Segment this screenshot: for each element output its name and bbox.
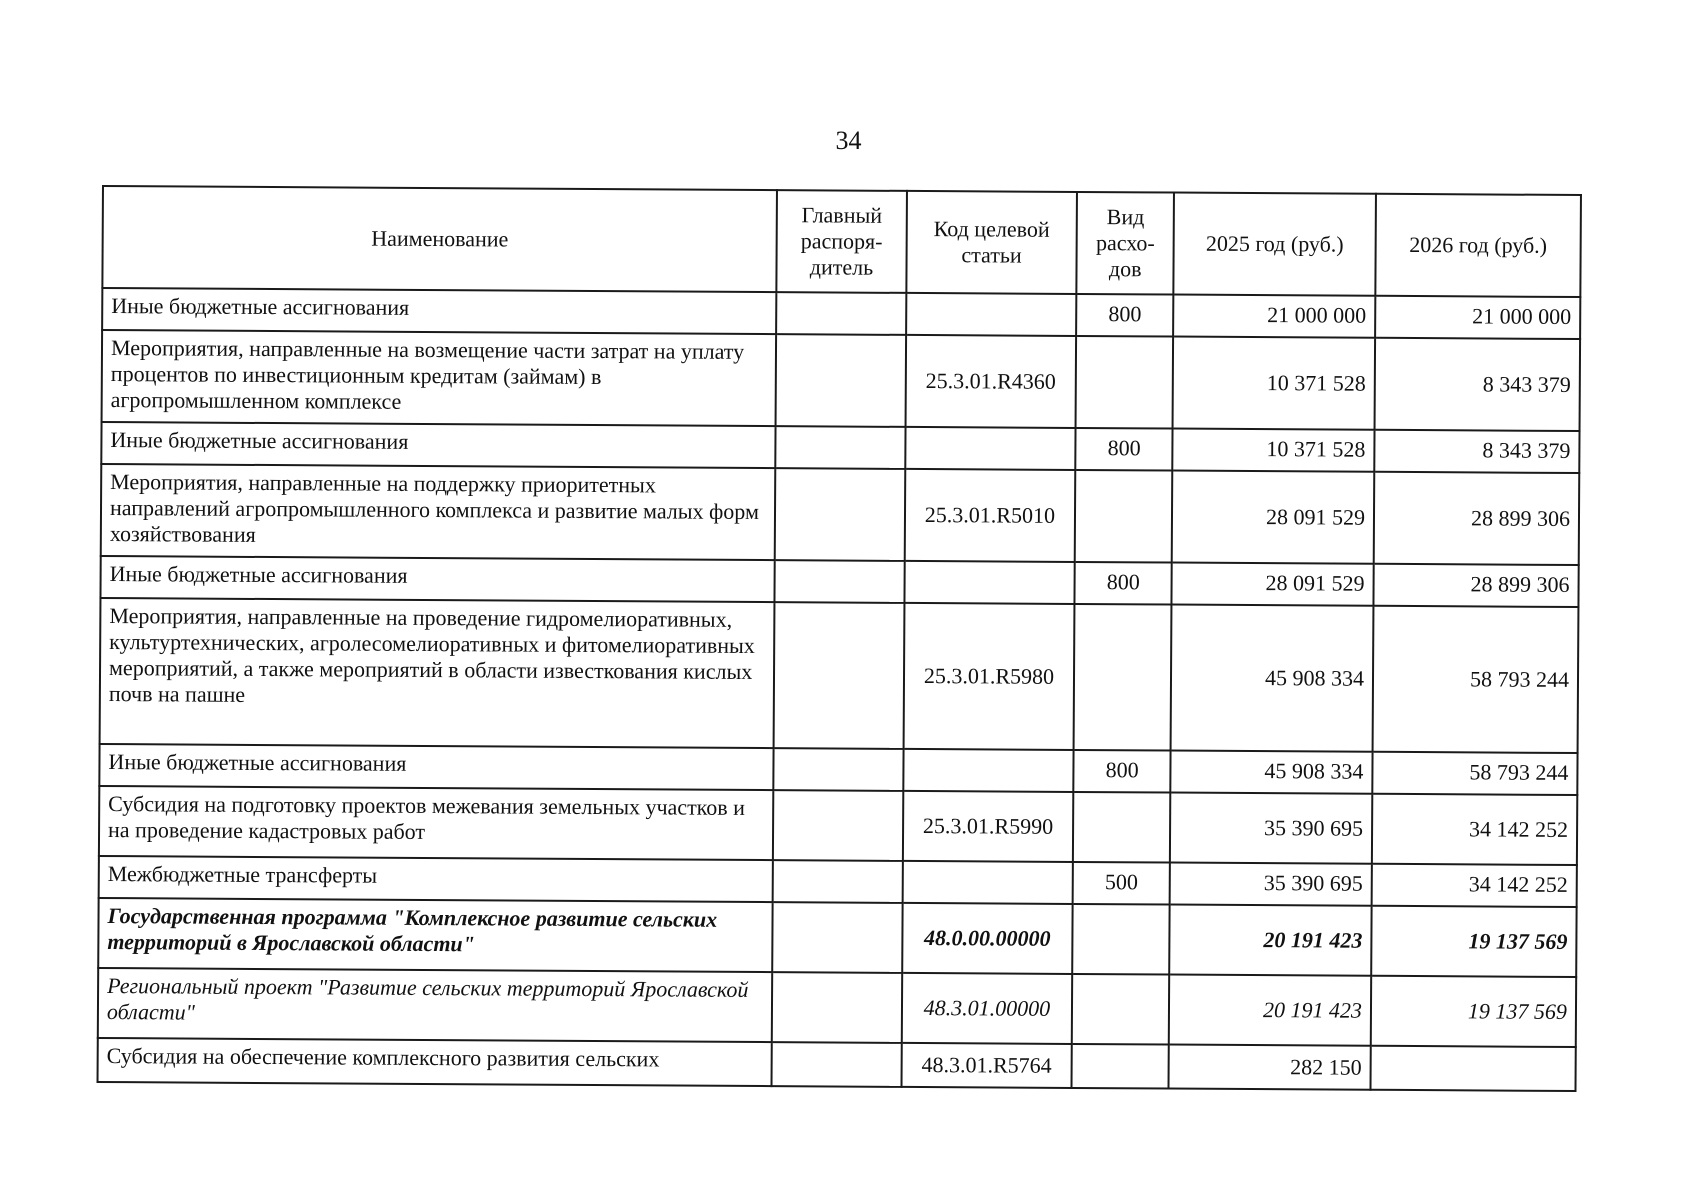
header-code: Код целевой статьи (906, 191, 1077, 294)
row-kind (1072, 904, 1170, 975)
header-2025: 2025 год (руб.) (1174, 193, 1376, 296)
row-manager (775, 560, 905, 603)
row-code: 25.3.01.R5010 (904, 469, 1075, 562)
row-2025: 10 371 528 (1173, 429, 1375, 472)
header-kind: Вид расхо-дов (1077, 192, 1175, 295)
table-row (99, 786, 1577, 865)
row-kind: 800 (1075, 562, 1172, 605)
row-2025: 35 390 695 (1170, 793, 1372, 864)
row-kind: 800 (1076, 294, 1173, 337)
table-row (98, 898, 1576, 977)
row-2026: 58 793 244 (1373, 606, 1579, 753)
row-kind (1073, 792, 1171, 863)
row-2025: 28 091 529 (1172, 471, 1374, 564)
row-kind: 800 (1075, 428, 1172, 471)
row-name: Иные бюджетные ассигнования (100, 556, 775, 602)
row-2025: 20 191 423 (1169, 905, 1371, 976)
row-2026: 28 899 306 (1374, 472, 1580, 565)
row-manager (775, 468, 905, 561)
row-2025: 45 908 334 (1171, 605, 1374, 752)
row-name: Региональный проект "Развитие сельских территорий Ярославской области" (98, 968, 773, 1042)
row-code (902, 861, 1073, 904)
row-name: Мероприятия, направленные на возмещение части затрат на уплату процентов по инвестиционным кредитам (займам) в агропромышленном комплексе (102, 330, 777, 426)
table-row (98, 1038, 1576, 1091)
row-2025: 28 091 529 (1172, 563, 1374, 606)
row-kind (1072, 1044, 1169, 1089)
row-kind: 800 (1073, 750, 1170, 793)
row-manager (772, 972, 902, 1043)
row-2026: 8 343 379 (1374, 430, 1579, 473)
row-code: 48.3.01.00000 (901, 973, 1072, 1044)
row-manager (773, 860, 903, 903)
budget-table (97, 185, 1582, 1092)
row-2025: 21 000 000 (1173, 295, 1375, 338)
row-2025: 35 390 695 (1170, 863, 1372, 906)
row-kind (1075, 470, 1173, 563)
row-manager (774, 748, 904, 791)
row-name: Иные бюджетные ассигнования (99, 744, 774, 790)
table-row (101, 464, 1580, 565)
row-2025: 45 908 334 (1171, 751, 1373, 794)
row-name: Иные бюджетные ассигнования (102, 288, 777, 334)
row-2026: 34 142 252 (1372, 794, 1577, 865)
row-2026: 19 137 569 (1371, 976, 1576, 1047)
row-2026: 8 343 379 (1375, 338, 1581, 431)
row-code: 25.3.01.R5980 (903, 603, 1074, 750)
row-manager (773, 790, 903, 861)
row-code (903, 749, 1074, 792)
row-manager (776, 426, 906, 469)
row-code (906, 293, 1077, 336)
row-name: Государственная программа "Комплексное развитие сельских территорий в Ярославской области" (98, 898, 773, 972)
header-2026: 2026 год (руб.) (1375, 194, 1581, 297)
row-code (905, 427, 1076, 470)
header-manager: Главный распоря-дитель (777, 190, 907, 293)
row-name: Субсидия на подготовку проектов межевания земельных участков и на проведение кадастровых работ (99, 786, 774, 860)
row-2026: 19 137 569 (1371, 906, 1576, 977)
row-manager (772, 902, 902, 973)
row-manager (776, 292, 906, 335)
row-name: Субсидия на обеспечение комплексного развития сельских (98, 1038, 773, 1086)
row-2025: 20 191 423 (1169, 975, 1371, 1046)
row-manager (774, 602, 904, 749)
row-name: Мероприятия, направленные на проведение гидромелиоративных, культуртехнических, агролесомелиоративных и фитомелиоративных мероприятий, а также мероприятий в области известкования кислых почв на пашне (100, 598, 775, 748)
row-code: 48.0.00.00000 (902, 903, 1073, 974)
row-name: Межбюджетные трансферты (99, 856, 774, 902)
row-name: Мероприятия, направленные на поддержку приоритетных направлений агропромышленного комплекса и развитие малых форм хозяйствования (101, 464, 776, 560)
row-kind: 500 (1073, 862, 1170, 905)
table-header-row (102, 186, 1581, 297)
table-row (98, 968, 1576, 1047)
row-code: 25.3.01.R5990 (903, 791, 1074, 862)
row-kind (1072, 974, 1170, 1045)
header-name: Наименование (102, 186, 777, 292)
table-row (100, 598, 1579, 753)
row-kind (1074, 604, 1172, 751)
row-kind (1076, 336, 1174, 429)
row-2025: 10 371 528 (1173, 337, 1375, 430)
row-2026: 28 899 306 (1373, 564, 1578, 607)
table-row (102, 330, 1581, 431)
row-code (904, 561, 1075, 604)
page-number: 34 (835, 126, 862, 155)
row-code: 48.3.01.R5764 (901, 1043, 1072, 1088)
row-2025: 282 150 (1169, 1045, 1371, 1090)
row-manager (772, 1042, 902, 1087)
row-2026: 21 000 000 (1375, 296, 1580, 339)
row-code: 25.3.01.R4360 (905, 335, 1076, 428)
row-name: Иные бюджетные ассигнования (101, 422, 776, 468)
row-2026 (1370, 1046, 1575, 1091)
row-2026: 34 142 252 (1372, 864, 1577, 907)
row-manager (776, 334, 906, 427)
row-2026: 58 793 244 (1372, 752, 1577, 795)
